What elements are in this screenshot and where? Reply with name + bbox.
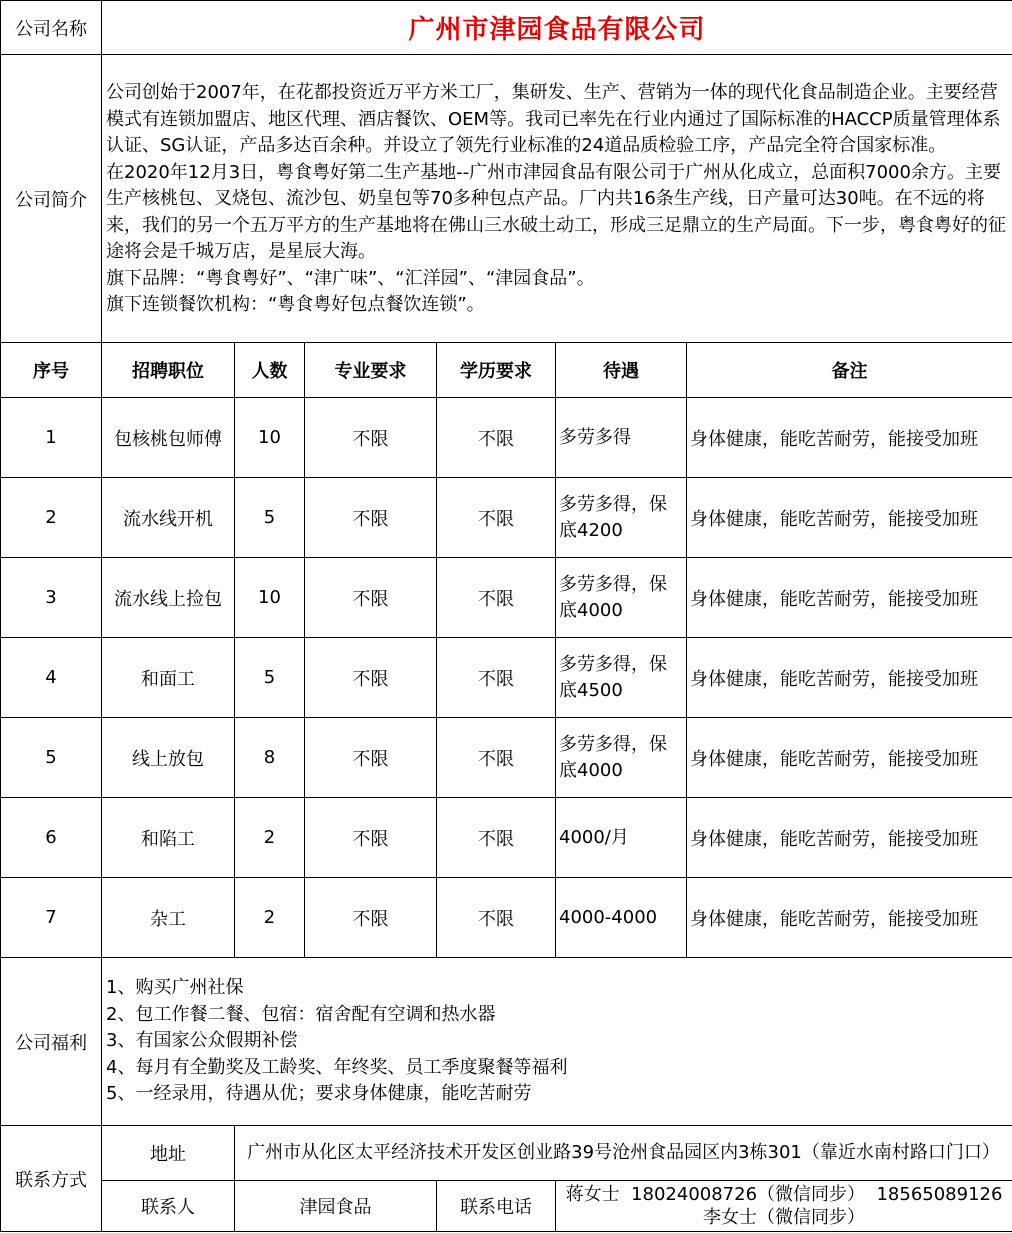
table-row: [1, 638, 1012, 718]
phone-line: 蒋女士 18024008726（微信同步） 18565089126: [565, 1184, 1003, 1205]
benefit-item: 1、购买广州社保: [106, 977, 244, 999]
job-position: 流水线开机: [102, 478, 235, 558]
job-education: 不限: [437, 798, 556, 878]
table-row: [1, 718, 1012, 798]
job-count: 10: [235, 398, 305, 478]
company-benefits-row: [1, 958, 1012, 1126]
job-count: 5: [235, 478, 305, 558]
company-intro: [102, 55, 1012, 343]
job-position: 线上放包: [102, 718, 235, 798]
phone-label: 联系电话: [437, 1181, 556, 1232]
job-major: 不限: [305, 638, 437, 718]
job-major: 不限: [305, 718, 437, 798]
job-position: 和面工: [102, 638, 235, 718]
header-no: 序号: [1, 343, 102, 398]
job-pay: 多劳多得，保底4500: [556, 638, 687, 718]
benefit-item: 5、一经录用，待遇从优；要求身体健康，能吃苦耐劳: [106, 1083, 532, 1105]
intro-paragraph: 公司创始于2007年，在花都投资近万平方米工厂，集研发、生产、营销为一体的现代化食品制造企业。主要经营模式有连锁加盟店、地区代理、酒店餐饮、OEM等。我司已率先在行业内通过了国际标准的HACCP质量管理体系认证、SG认证，产品多达百余种。并设立了领先行业标准的24道品质检验工序，产品完全符合国家标准。: [106, 82, 1001, 157]
header-count: 人数: [235, 343, 305, 398]
job-no: 6: [1, 798, 102, 878]
job-no: 1: [1, 398, 102, 478]
table-row: [1, 478, 1012, 558]
company-intro-label: 公司简介: [1, 55, 102, 343]
job-pay: 多劳多得，保底4000: [556, 558, 687, 638]
job-education: 不限: [437, 478, 556, 558]
address-value: 广州市从化区太平经济技术开发区创业路39号沧州食品园区内3栋301（靠近水南村路口门口）: [235, 1126, 1012, 1181]
job-count: 10: [235, 558, 305, 638]
job-count: 8: [235, 718, 305, 798]
job-note: 身体健康，能吃苦耐劳，能接受加班: [687, 398, 1012, 478]
job-major: 不限: [305, 398, 437, 478]
company-name-row: [1, 1, 1012, 55]
job-education: 不限: [437, 638, 556, 718]
job-no: 4: [1, 638, 102, 718]
job-major: 不限: [305, 558, 437, 638]
job-note: 身体健康，能吃苦耐劳，能接受加班: [687, 798, 1012, 878]
job-pay: 4000-4000: [556, 878, 687, 958]
company-name-label: 公司名称: [1, 1, 102, 55]
phone-line: 李女士（微信同步）: [703, 1207, 866, 1228]
job-no: 2: [1, 478, 102, 558]
contact-label: 联系方式: [1, 1126, 102, 1232]
job-pay: 多劳多得: [556, 398, 687, 478]
job-note: 身体健康，能吃苦耐劳，能接受加班: [687, 718, 1012, 798]
contact-person-row: [1, 1181, 1012, 1232]
table-row: [1, 798, 1012, 878]
company-name: 广州市津园食品有限公司: [102, 1, 1012, 55]
header-pay: 待遇: [556, 343, 687, 398]
table-header-row: [1, 343, 1012, 398]
job-count: 2: [235, 878, 305, 958]
header-education: 学历要求: [437, 343, 556, 398]
job-position: 杂工: [102, 878, 235, 958]
intro-paragraph: 旗下连锁餐饮机构：“粤食粤好包点餐饮连锁”。: [106, 294, 485, 316]
job-education: 不限: [437, 398, 556, 478]
job-position: 和陷工: [102, 798, 235, 878]
address-label: 地址: [102, 1126, 235, 1181]
header-position: 招聘职位: [102, 343, 235, 398]
job-pay: 多劳多得，保底4000: [556, 718, 687, 798]
table-row: [1, 878, 1012, 958]
company-benefits-label: 公司福利: [1, 958, 102, 1126]
intro-paragraph: 旗下品牌：“粤食粤好”、“津广味”、“汇洋园”、“津园食品”。: [106, 267, 595, 289]
contact-person-value: 津园食品: [235, 1181, 437, 1232]
company-intro-row: [1, 55, 1012, 343]
job-pay: 多劳多得，保底4200: [556, 478, 687, 558]
intro-paragraph: 在2020年12月3日，粤食粤好第二生产基地--广州市津园食品有限公司于广州从化成立，总面积7000余方。主要生产核桃包、叉烧包、流沙包、奶皇包等70多种包点产品。厂内共16条生产线，日产量可达30吨。在不远的将来，我们的另一个五万平方的生产基地将在佛山三水破土动工，形成三足鼎立的生产局面。下一步，粤食粤好的征途将会是千城万店，是星辰大海。: [106, 161, 1006, 263]
job-note: 身体健康，能吃苦耐劳，能接受加班: [687, 638, 1012, 718]
job-education: 不限: [437, 878, 556, 958]
job-major: 不限: [305, 478, 437, 558]
table-row: [1, 558, 1012, 638]
job-major: 不限: [305, 798, 437, 878]
job-position: 流水线上捡包: [102, 558, 235, 638]
benefit-item: 4、每月有全勤奖及工龄奖、年终奖、员工季度聚餐等福利: [106, 1056, 568, 1078]
job-major: 不限: [305, 878, 437, 958]
phone-value: [556, 1181, 1012, 1232]
company-benefits: [102, 958, 1012, 1126]
contact-person-label: 联系人: [102, 1181, 235, 1232]
table-row: [1, 398, 1012, 478]
benefit-item: 3、有国家公众假期补偿: [106, 1030, 298, 1052]
benefit-item: 2、包工作餐二餐、包宿：宿舍配有空调和热水器: [106, 1003, 496, 1025]
job-position: 包核桃包师傅: [102, 398, 235, 478]
job-note: 身体健康，能吃苦耐劳，能接受加班: [687, 558, 1012, 638]
job-no: 3: [1, 558, 102, 638]
job-pay: 4000/月: [556, 798, 687, 878]
job-count: 5: [235, 638, 305, 718]
header-note: 备注: [687, 343, 1012, 398]
job-education: 不限: [437, 558, 556, 638]
job-no: 5: [1, 718, 102, 798]
job-note: 身体健康，能吃苦耐劳，能接受加班: [687, 478, 1012, 558]
job-count: 2: [235, 798, 305, 878]
job-education: 不限: [437, 718, 556, 798]
job-note: 身体健康，能吃苦耐劳，能接受加班: [687, 878, 1012, 958]
job-no: 7: [1, 878, 102, 958]
header-major: 专业要求: [305, 343, 437, 398]
contact-address-row: [1, 1126, 1012, 1181]
